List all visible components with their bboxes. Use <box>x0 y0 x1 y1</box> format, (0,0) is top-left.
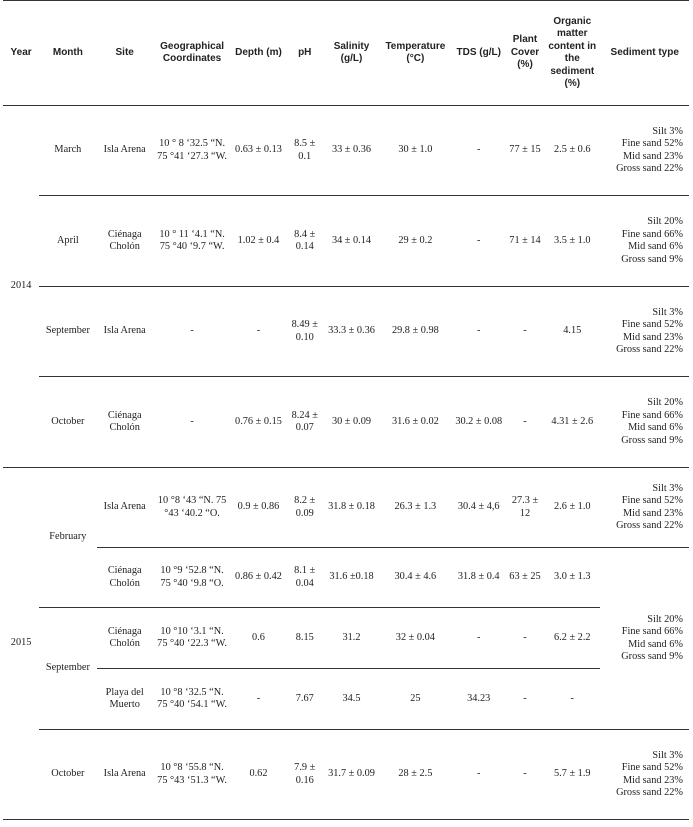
header-tds: TDS (g/L) <box>452 1 506 106</box>
organic-matter-cell: - <box>544 669 600 730</box>
sediment-line: Mid sand 6% <box>628 241 683 252</box>
site-cell: Playa del Muerto <box>97 669 153 730</box>
temperature-cell: 30.4 ± 4.6 <box>379 548 451 608</box>
depth-cell: 0.86 ± 0.42 <box>231 548 285 608</box>
organic-matter-cell: 4.31 ± 2.6 <box>544 377 600 468</box>
site-cell: Isla Arena <box>97 468 153 548</box>
header-salinity: Salinity (g/L) <box>324 1 379 106</box>
ph-cell: 8.49 ± 0.10 <box>286 287 324 377</box>
month-cell: October <box>39 730 96 820</box>
sediment-line: Silt 20% <box>647 613 683 625</box>
sediment-line: Gross sand 9% <box>621 434 683 446</box>
tds-cell: - <box>452 608 506 669</box>
organic-matter-cell: 2.6 ± 1.0 <box>544 468 600 548</box>
temperature-cell: 29 ± 0.2 <box>379 196 451 287</box>
coordinates-cell: 10 ° 11 ‘4.1 “N. 75 °40 ‘9.7 “W. <box>153 196 231 287</box>
coordinates-cell: 10 °9 ‘52.8 “N. 75 °40 ‘9.8 “O. <box>153 548 231 608</box>
tds-cell: - <box>452 196 506 287</box>
table-row <box>3 287 689 377</box>
data-table-container <box>3 0 689 820</box>
temperature-cell: 29.8 ± 0.98 <box>379 287 451 377</box>
depth-cell: 0.9 ± 0.86 <box>231 468 285 548</box>
sediment-line: Gross sand 22% <box>616 163 683 174</box>
site-cell: Ciénaga Cholón <box>97 377 153 468</box>
salinity-cell: 31.7 ± 0.09 <box>324 730 379 820</box>
temperature-cell: 28 ± 2.5 <box>379 730 451 820</box>
tds-cell: 30.4 ± 4,6 <box>452 468 506 548</box>
depth-cell: 1.02 ± 0.4 <box>231 196 285 287</box>
table-row <box>3 548 689 608</box>
header-sediment-type: Sediment type <box>600 1 689 106</box>
ph-cell: 8.4 ± 0.14 <box>286 196 324 287</box>
site-cell: Ciénaga Cholón <box>97 196 153 287</box>
sediment-line: Mid sand 6% <box>628 638 683 650</box>
site-cell: Isla Arena <box>97 106 153 196</box>
year-cell-2014: 2014 <box>3 106 39 468</box>
header-ph: pH <box>286 1 324 106</box>
tds-cell: - <box>452 287 506 377</box>
table-row <box>3 468 689 548</box>
coordinates-cell: 10 °10 ‘3.1 “N. 75 °40 ‘22.3 “W. <box>153 608 231 669</box>
table-row <box>3 106 689 196</box>
tds-cell: 34.23 <box>452 669 506 730</box>
organic-matter-cell: 5.7 ± 1.9 <box>544 730 600 820</box>
sediment-cell <box>600 468 689 548</box>
header-site: Site <box>97 1 153 106</box>
sediment-cell <box>600 377 689 468</box>
sediment-line: Gross sand 22% <box>616 520 683 531</box>
temperature-cell: 26.3 ± 1.3 <box>379 468 451 548</box>
sediment-line: Fine sand 66% <box>621 409 683 421</box>
sediment-line: Fine sand 52% <box>621 762 683 773</box>
depth-cell: - <box>231 669 285 730</box>
tds-cell: 30.2 ± 0.08 <box>452 377 506 468</box>
environmental-data-table <box>3 0 689 820</box>
salinity-cell: 34 ± 0.14 <box>324 196 379 287</box>
salinity-cell: 31.6 ±0.18 <box>324 548 379 608</box>
coordinates-cell: 10 ° 8 ‘32.5 “N. 75 °41 ‘27.3 “W. <box>153 106 231 196</box>
sediment-cell <box>600 548 689 730</box>
plant-cover-cell: - <box>506 608 544 669</box>
coordinates-cell: - <box>153 287 231 377</box>
header-coordinates: Geographical Coordinates <box>153 1 231 106</box>
coordinates-cell: 10 °8 ‘55.8 “N. 75 °43 ‘51.3 “W. <box>153 730 231 820</box>
sediment-line: Mid sand 23% <box>622 507 683 519</box>
site-cell: Ciénaga Cholón <box>97 608 153 669</box>
ph-cell: 8.2 ± 0.09 <box>286 468 324 548</box>
temperature-cell: 30 ± 1.0 <box>379 106 451 196</box>
plant-cover-cell: - <box>506 669 544 730</box>
table-row <box>3 377 689 468</box>
salinity-cell: 31.8 ± 0.18 <box>324 468 379 548</box>
sediment-cell <box>600 730 689 820</box>
plant-cover-cell: 63 ± 25 <box>506 548 544 608</box>
sediment-line: Silt 20% <box>647 397 683 408</box>
sediment-line: Silt 3% <box>652 125 683 137</box>
table-row <box>3 608 689 669</box>
header-organic-matter: Organic matter content in the sediment (%) <box>544 1 600 106</box>
sediment-cell <box>600 196 689 287</box>
sediment-line: Fine sand 66% <box>621 228 683 240</box>
plant-cover-cell: - <box>506 377 544 468</box>
organic-matter-cell: 4.15 <box>544 287 600 377</box>
temperature-cell: 31.6 ± 0.02 <box>379 377 451 468</box>
header-month: Month <box>39 1 96 106</box>
month-cell: March <box>39 106 96 196</box>
header-depth: Depth (m) <box>231 1 285 106</box>
organic-matter-cell: 2.5 ± 0.6 <box>544 106 600 196</box>
sediment-line: Mid sand 23% <box>622 150 683 162</box>
depth-cell: 0.6 <box>231 608 285 669</box>
depth-cell: 0.76 ± 0.15 <box>231 377 285 468</box>
sediment-line: Mid sand 23% <box>622 774 683 786</box>
sediment-line: Gross sand 22% <box>616 344 683 355</box>
ph-cell: 7.67 <box>286 669 324 730</box>
month-cell: April <box>39 196 96 287</box>
temperature-cell: 25 <box>379 669 451 730</box>
temperature-cell: 32 ± 0.04 <box>379 608 451 669</box>
sediment-line: Gross sand 9% <box>621 253 683 265</box>
sediment-cell <box>600 106 689 196</box>
site-cell: Isla Arena <box>97 730 153 820</box>
organic-matter-cell: 3.0 ± 1.3 <box>544 548 600 608</box>
tds-cell: - <box>452 730 506 820</box>
coordinates-cell: 10 °8 ‘32.5 “N. 75 °40 ‘54.1 “W. <box>153 669 231 730</box>
table-row <box>3 730 689 820</box>
organic-matter-cell: 6.2 ± 2.2 <box>544 608 600 669</box>
month-cell: September <box>39 608 96 730</box>
plant-cover-cell: - <box>506 730 544 820</box>
sediment-line: Mid sand 6% <box>628 422 683 433</box>
sediment-line: Fine sand 52% <box>621 138 683 149</box>
sediment-line: Fine sand 52% <box>621 319 683 330</box>
sediment-line: Gross sand 22% <box>616 787 683 798</box>
plant-cover-cell: 71 ± 14 <box>506 196 544 287</box>
tds-cell: - <box>452 106 506 196</box>
header-plant-cover: Plant Cover (%) <box>506 1 544 106</box>
ph-cell: 8.24 ± 0.07 <box>286 377 324 468</box>
sediment-cell <box>600 287 689 377</box>
organic-matter-cell: 3.5 ± 1.0 <box>544 196 600 287</box>
site-cell: Ciénaga Cholón <box>97 548 153 608</box>
coordinates-cell: 10 °8 ‘43 “N. 75 °43 ‘40.2 “O. <box>153 468 231 548</box>
salinity-cell: 30 ± 0.09 <box>324 377 379 468</box>
site-cell: Isla Arena <box>97 287 153 377</box>
header-year: Year <box>3 1 39 106</box>
table-row <box>3 669 689 730</box>
salinity-cell: 31.2 <box>324 608 379 669</box>
depth-cell: 0.62 <box>231 730 285 820</box>
month-cell: February <box>39 468 96 608</box>
salinity-cell: 33 ± 0.36 <box>324 106 379 196</box>
ph-cell: 8.5 ± 0.1 <box>286 106 324 196</box>
tds-cell: 31.8 ± 0.4 <box>452 548 506 608</box>
month-cell: October <box>39 377 96 468</box>
year-cell-2015: 2015 <box>3 468 39 820</box>
sediment-line: Silt 3% <box>652 482 683 494</box>
sediment-line: Silt 3% <box>652 749 683 761</box>
sediment-line: Silt 20% <box>647 216 683 227</box>
header-row <box>3 1 689 106</box>
sediment-line: Gross sand 9% <box>621 651 683 662</box>
header-temperature: Temperature (°C) <box>379 1 451 106</box>
sediment-line: Fine sand 52% <box>621 495 683 506</box>
sediment-line: Fine sand 66% <box>621 626 683 637</box>
plant-cover-cell: 77 ± 15 <box>506 106 544 196</box>
sediment-line: Silt 3% <box>652 306 683 318</box>
table-row <box>3 196 689 287</box>
salinity-cell: 33.3 ± 0.36 <box>324 287 379 377</box>
depth-cell: 0.63 ± 0.13 <box>231 106 285 196</box>
depth-cell: - <box>231 287 285 377</box>
salinity-cell: 34.5 <box>324 669 379 730</box>
ph-cell: 7.9 ± 0.16 <box>286 730 324 820</box>
plant-cover-cell: - <box>506 287 544 377</box>
coordinates-cell: - <box>153 377 231 468</box>
ph-cell: 8.1 ± 0.04 <box>286 548 324 608</box>
month-cell: September <box>39 287 96 377</box>
plant-cover-cell: 27.3 ± 12 <box>506 468 544 548</box>
sediment-line: Mid sand 23% <box>622 331 683 343</box>
ph-cell: 8.15 <box>286 608 324 669</box>
